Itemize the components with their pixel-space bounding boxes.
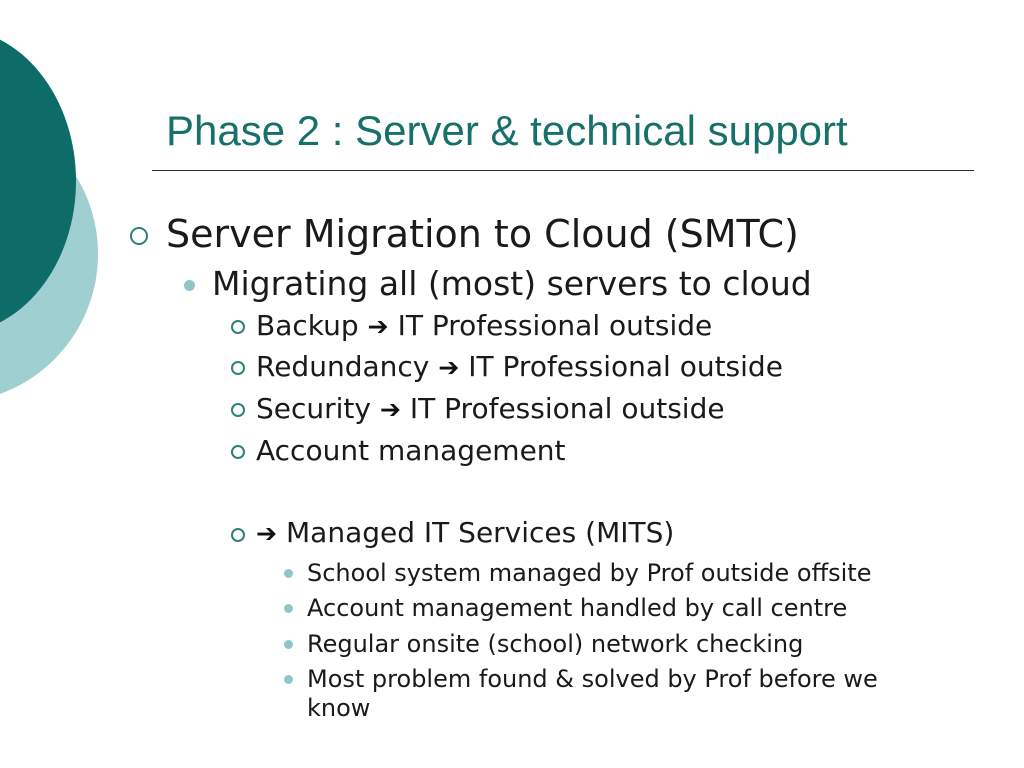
item-label: Managed IT Services (MITS) [286, 516, 675, 549]
heading-smtc: Server Migration to Cloud (SMTC) [166, 212, 799, 256]
item-detail: IT Professional outside [397, 309, 713, 342]
list-item-security [256, 392, 725, 427]
dot-bullet-icon [284, 675, 293, 684]
item-detail: IT Professional outside [468, 350, 783, 383]
item-label: Redundancy [256, 350, 430, 383]
subheading-migrating: Migrating all (most) servers to cloud [212, 264, 812, 303]
list-item-backup [256, 309, 712, 344]
mits-point-continuation: know [307, 694, 371, 722]
arrow-right-icon: ➔ [379, 395, 401, 424]
ring-bullet-icon [231, 528, 245, 542]
item-label: Security [256, 392, 371, 425]
ring-bullet-icon [231, 361, 245, 375]
item-detail: IT Professional outside [409, 392, 725, 425]
mits-point: Account management handled by call centre [307, 594, 848, 622]
arrow-right-icon: ➔ [256, 519, 278, 548]
ring-bullet-icon [231, 445, 245, 459]
mits-point: School system managed by Prof outside offsite [307, 559, 872, 587]
dot-bullet-icon [284, 604, 293, 613]
item-label: Backup [256, 309, 359, 342]
list-item-account-management [256, 434, 566, 468]
arrow-right-icon: ➔ [438, 353, 460, 382]
dot-bullet-icon [284, 640, 293, 649]
arrow-right-icon: ➔ [367, 312, 389, 341]
ring-bullet-icon [231, 403, 245, 417]
mits-point: Most problem found & solved by Prof before we [307, 665, 878, 693]
mits-point: Regular onsite (school) network checking [307, 630, 804, 658]
ring-bullet-icon [231, 320, 245, 334]
slide-title: Phase 2 : Server & technical support [166, 107, 848, 154]
dot-bullet-icon [184, 280, 195, 291]
title-divider [152, 170, 974, 171]
dot-bullet-icon [284, 569, 293, 578]
ring-bullet-icon [130, 227, 148, 245]
item-label: Account management [256, 434, 566, 467]
list-item-mits [256, 516, 674, 551]
list-item-redundancy [256, 350, 783, 385]
